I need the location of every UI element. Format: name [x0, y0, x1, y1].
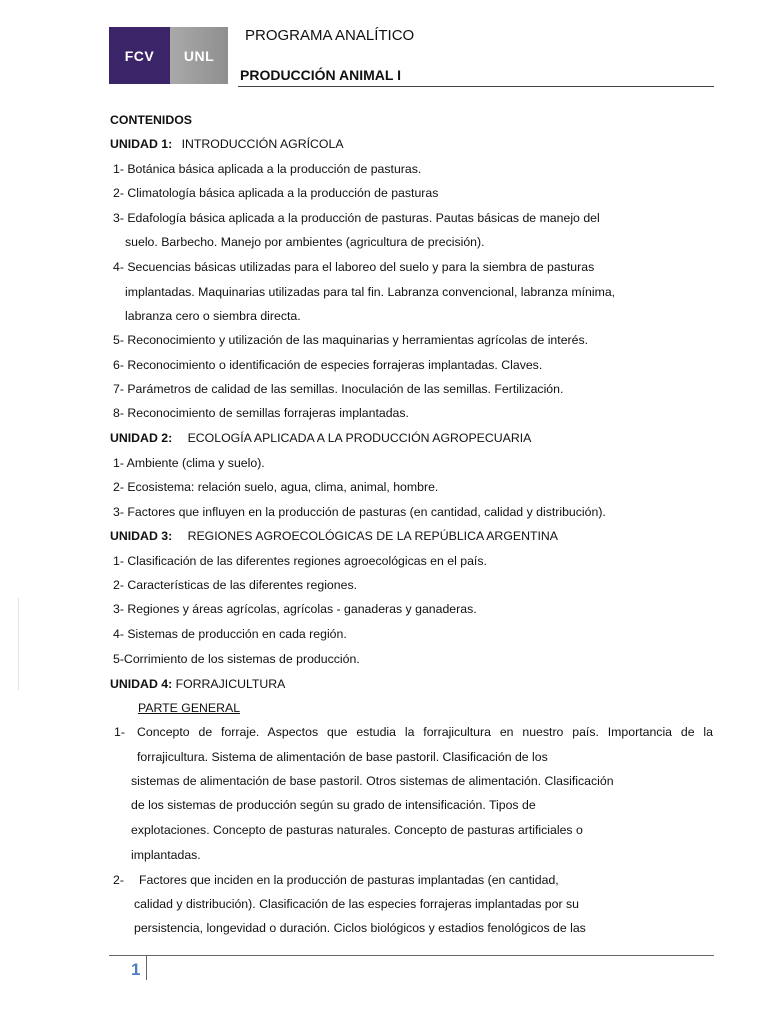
contents-heading: CONTENIDOS: [110, 113, 192, 127]
unit4-item2-number: 2-: [113, 873, 124, 887]
unit4-item1-text: Concepto de forraje. Aspectos que estudia la forrajicultura en nuestro país. Importancia de la: [137, 725, 713, 739]
footer-rule: [109, 955, 714, 956]
unit4-subheading: PARTE GENERAL: [138, 701, 241, 715]
unit1-item: 4- Secuencias básicas utilizadas para el laboreo del suelo y para la siembra de pasturas: [113, 260, 595, 274]
unit1-item: 8- Reconocimiento de semillas forrajeras implantadas.: [113, 406, 409, 420]
page-number-divider: [146, 956, 147, 980]
unit4-item1-cont: implantadas.: [131, 848, 201, 862]
course-title: PRODUCCIÓN ANIMAL I: [240, 67, 401, 83]
unit3-item: 2- Características de las diferentes regiones.: [113, 578, 358, 592]
page-number: 1: [131, 960, 141, 979]
unit3-item: 1- Clasificación de las diferentes regiones agroecológicas en el país.: [113, 554, 487, 568]
unit4-item2-text: Factores que inciden en la producción de pasturas implantadas (en cantidad,: [139, 873, 559, 887]
unit2-label: UNIDAD 2:: [110, 431, 173, 445]
unit4-item1-cont: de los sistemas de producción según su grado de intensificación. Tipos de: [131, 798, 536, 812]
unit4-item1-cont: forrajicultura. Sistema de alimentación de base pastoril. Clasificación de los: [137, 750, 548, 764]
unit4-item1-cont: sistemas de alimentación de base pastoril. Otros sistemas de alimentación. Clasificación: [131, 774, 614, 788]
unit1-item: 1- Botánica básica aplicada a la producción de pasturas.: [113, 162, 422, 176]
unit4-title: FORRAJICULTURA: [175, 677, 286, 691]
unit3-label: UNIDAD 3:: [110, 529, 173, 543]
unit2-heading: [110, 430, 531, 446]
unit4-label: UNIDAD 4:: [110, 677, 173, 691]
unit4-item1-number: 1-: [114, 725, 125, 739]
program-title: PROGRAMA ANALÍTICO: [245, 27, 415, 44]
unit1-item-cont: implantadas. Maquinarias utilizadas para tal fin. Labranza convencional, labranza mínima,: [125, 285, 616, 299]
unit3-item: 3- Regiones y áreas agrícolas, agrícolas - ganaderas y ganaderas.: [113, 602, 477, 616]
header-rule: [238, 86, 714, 87]
unit1-label: UNIDAD 1:: [110, 137, 173, 151]
unit2-title: ECOLOGÍA APLICADA A LA PRODUCCIÓN AGROPECUARIA: [187, 431, 532, 445]
unit1-item: 6- Reconocimiento o identificación de especies forrajeras implantadas. Claves.: [113, 358, 543, 372]
unit3-title: REGIONES AGROECOLÓGICAS DE LA REPÚBLICA ARGENTINA: [187, 529, 558, 543]
unit1-item-cont: labranza cero o siembra directa.: [125, 309, 301, 323]
unit1-item-cont: suelo. Barbecho. Manejo por ambientes (agricultura de precisión).: [125, 235, 485, 249]
unit4-heading: [110, 676, 285, 692]
unit3-heading: [110, 528, 558, 544]
unit4-item1-cont: explotaciones. Concepto de pasturas naturales. Concepto de pasturas artificiales o: [131, 823, 583, 837]
unit4-item2-cont: calidad y distribución). Clasificación de las especies forrajeras implantadas por su: [134, 897, 579, 911]
unit4-item2-cont: persistencia, longevidad o duración. Ciclos biológicos y estadios fenológicos de las: [134, 921, 586, 935]
unit2-item: 2- Ecosistema: relación suelo, agua, clima, animal, hombre.: [113, 480, 439, 494]
unit1-title: INTRODUCCIÓN AGRÍCOLA: [181, 137, 344, 151]
unl-logo: UNL: [170, 27, 228, 84]
unit1-item: 7- Parámetros de calidad de las semillas. Inoculación de las semillas. Fertilización.: [113, 382, 564, 396]
unit2-item: 1- Ambiente (clima y suelo).: [113, 456, 265, 470]
unit2-item: 3- Factores que influyen en la producción de pasturas (en cantidad, calidad y distribución).: [113, 505, 606, 519]
margin-mark: [18, 598, 19, 690]
unit1-heading: [110, 136, 344, 152]
unit1-item: 3- Edafología básica aplicada a la producción de pasturas. Pautas básicas de manejo del: [113, 211, 600, 225]
unit1-item: 5- Reconocimiento y utilización de las maquinarias y herramientas agrícolas de interés.: [113, 333, 589, 347]
unit3-item: 4- Sistemas de producción en cada región.: [113, 627, 347, 641]
unit1-item: 2- Climatología básica aplicada a la producción de pasturas: [113, 186, 439, 200]
fcv-logo: FCV: [109, 27, 170, 84]
unit3-item: 5-Corrimiento de los sistemas de producción.: [113, 652, 360, 666]
